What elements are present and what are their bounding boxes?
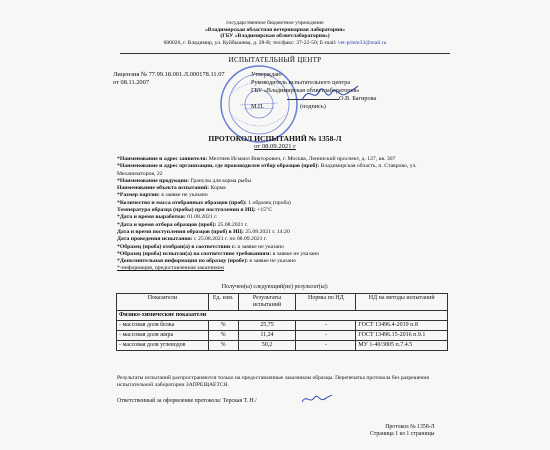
results-heading: Получен(ы) следующий(ие) результат(ы):: [221, 284, 329, 290]
col-indicator: Показатели: [117, 294, 209, 311]
cell-result: 50,2: [238, 341, 296, 351]
field-row: Наименование объекта испытаний: Корма: [117, 185, 226, 192]
page-footer: [370, 424, 435, 438]
protocol-title: ПРОТОКОЛ ИСПЫТАНИЙ № 1358-Л: [208, 134, 342, 143]
col-result: Результаты испытаний: [238, 294, 296, 311]
cell-indicator: - массовая доля белка: [117, 321, 209, 331]
cell-indicator: - массовая доля углеводов: [117, 341, 209, 351]
cell-unit: %: [208, 321, 238, 331]
header-divider: [120, 53, 450, 54]
cell-method: ГОСТ 13496.15-2016 п.9.1: [356, 331, 448, 341]
field-row: *Наименование и адрес организации, где производилея отбор образцов (проб): Владимирская область, п. Ставрово, ул. Механизаторов, 22: [117, 163, 417, 177]
lab-header: [0, 20, 550, 46]
signer-name: О.В. Багирова: [339, 95, 377, 102]
license-date: от 08.11.2007: [113, 79, 150, 86]
footer-page: Страница 1 из 1 страницы: [370, 431, 435, 438]
header-address: [0, 40, 550, 47]
address-text: 600026, г. Владимир, ул. Куйбышева, д. 28-В; тел/факс: 37-22-50; E-mail:: [163, 39, 338, 46]
cell-indicator: - массовая доля жира: [117, 331, 209, 341]
field-row: Температура образца (пробы) при поступлении в ИЦ: +15°С: [117, 207, 273, 214]
header-line1: государственное бюджетное учреждение: [226, 20, 324, 26]
license-number: Лицензия № 77.99.18.001.Л.000178.11.07: [113, 71, 225, 78]
approval-line3: ГБУ «Владимирская облветлаборатория»: [251, 87, 360, 94]
cell-method: ГОСТ 13496.4-2019 п.8: [356, 321, 448, 331]
table-row: [117, 341, 448, 351]
field-row: *Размер партии: в заявке не указано: [117, 192, 208, 199]
field-row: Дата проведения испытания: с 25.08.2021 г. по 08.09.2021 г.: [117, 236, 267, 243]
col-method: НД на методы испытаний: [356, 294, 448, 311]
col-norm: Нормы по НД: [296, 294, 356, 311]
license-block: [113, 71, 225, 87]
approval-line2: Руководитель испытательного центра: [251, 79, 351, 86]
approval-line1: Утверждаю: [251, 71, 282, 78]
email-link[interactable]: vet-priem33@mail.ru: [337, 39, 387, 46]
cell-unit: %: [208, 331, 238, 341]
customer-info-note: *-информация, предоставленная заказчиком: [117, 265, 225, 272]
table-header-row: [117, 294, 448, 311]
field-row: *Наименование и адрес заявителя: Мехтиев Исмаил Викторович, г. Москва, Ленинский проспект, д. 127, кв. 307: [117, 156, 396, 162]
responsible-signature-icon: [300, 392, 334, 406]
cell-norm: -: [296, 341, 356, 351]
field-row: *Образец (проба) испытан(а) на соответствие требованиям: в заявке не указано: [117, 250, 320, 257]
field-row: *Дополнительная информация по образцу (пробе): в заявке не указано: [117, 258, 296, 265]
director-signature-icon: [300, 82, 360, 106]
sample-info: [117, 156, 447, 273]
mp-label: М.П.: [251, 103, 265, 110]
disclaimer-note: Результаты испытаний распространяются только на предоставленные заказчиком образцы. Перепечатка протокола без разрешения испытательной лаборатории ЗАПРЕЩАЕТСЯ.: [117, 375, 429, 388]
footer-protocol: Протокол № 1358-Л: [385, 424, 435, 430]
section-label: Физико-химические показатели: [117, 311, 448, 321]
field-row: *Дата и время отбора образцов (проб): 25.08.2021 г.: [117, 221, 248, 228]
center-title: ИСПЫТАТЕЛЬНЫЙ ЦЕНТР: [228, 56, 322, 64]
cell-norm: -: [296, 331, 356, 341]
col-unit: Ед. изм.: [208, 294, 238, 311]
field-row: *Количество и масса отобранных образцов (проб): 1 образец (проба): [117, 199, 291, 206]
results-table: [116, 293, 448, 351]
cell-result: 11,24: [238, 331, 296, 341]
cell-norm: -: [296, 321, 356, 331]
field-row: *Образец (проба) отобран(а) в соответствии с: в заявке не указано: [117, 243, 284, 250]
table-row: [117, 321, 448, 331]
protocol-date: от 08.09.2021 г: [254, 143, 296, 150]
field-row: *Наименование продукции: Гранулы для корма рыбы: [117, 177, 252, 184]
field-row: Дата и время поступления образцов (проб) в ИЦ: 25.08.2021 г. 14:20: [117, 228, 290, 235]
header-line2: «Владимирская областная ветеринарная лаборатория»: [204, 26, 346, 33]
table-row: [117, 331, 448, 341]
header-line3: (ГБУ «Владимирская облветлаборатория»): [220, 33, 330, 40]
sign-caption: (подпись): [300, 103, 326, 110]
section-row: [117, 311, 448, 321]
responsible-person: Ответственный за оформление протокола: Терская Т. Н./: [117, 398, 257, 404]
cell-unit: %: [208, 341, 238, 351]
field-row: *Дата и время выработки: 01.08.2021 г.: [117, 214, 218, 221]
cell-method: МУ 1-40/3805 п.7.4.5: [356, 341, 448, 351]
cell-result: 25,75: [238, 321, 296, 331]
